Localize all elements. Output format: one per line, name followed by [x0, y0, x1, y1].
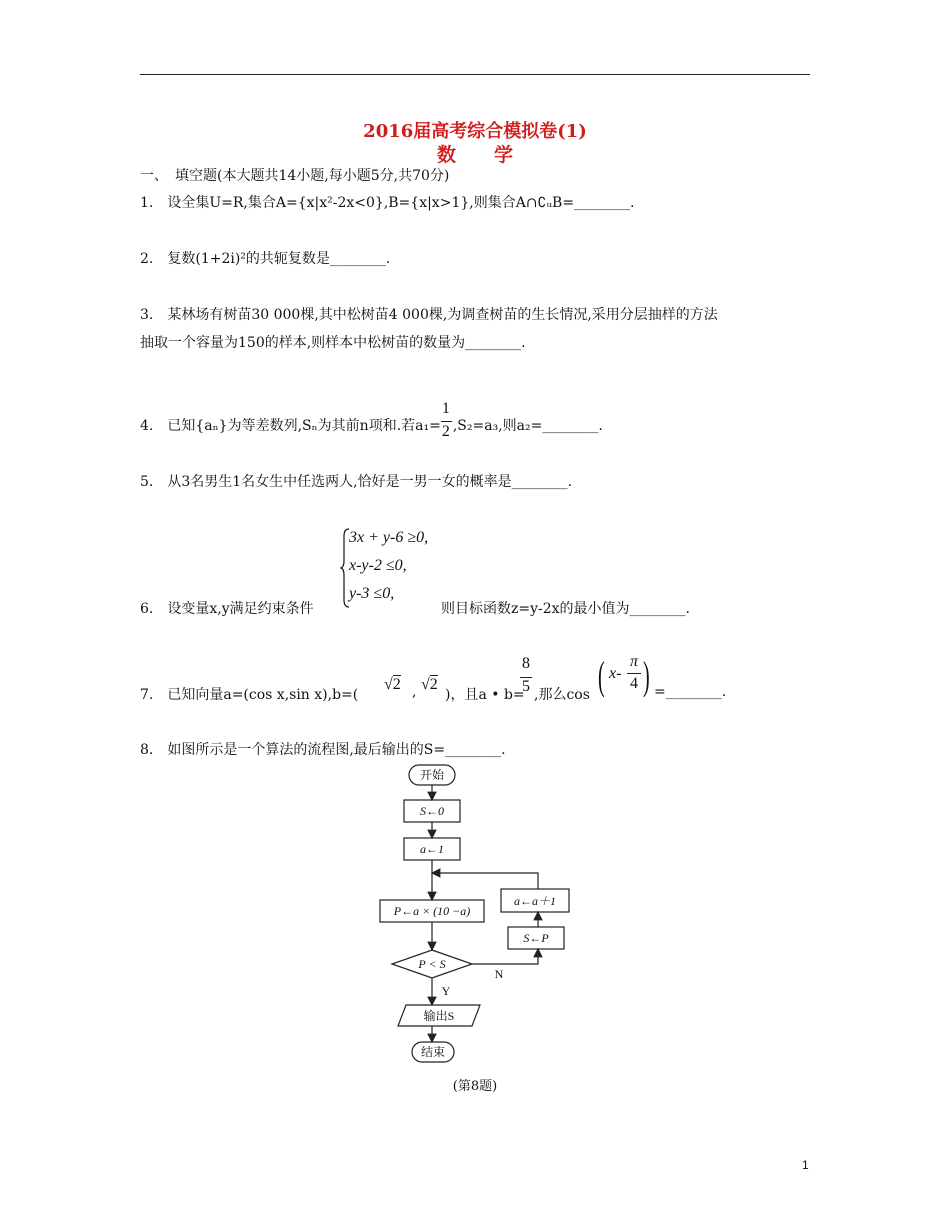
fc-end-text: 结束 [420, 1045, 446, 1059]
q7-inner-x: x- [609, 665, 622, 682]
subject-title: 数 学 [436, 144, 513, 166]
figure-caption: (第8题) [452, 1079, 498, 1094]
fc-output-text: 输出S [423, 1009, 455, 1023]
q6-constraint-2: x-y-2 ≤0, [349, 557, 407, 574]
q7-sqrt-2-value: 2 [429, 676, 438, 693]
fc-cond-text: P < S [418, 957, 446, 971]
question-2: 2. 复数(1+2i)²的共轭复数是________. [140, 251, 391, 267]
question-4 [140, 400, 603, 440]
q4-frac-den: 2 [441, 423, 450, 440]
fc-a-init-text: a←1 [420, 842, 444, 856]
q4-frac-num: 1 [441, 400, 450, 417]
question-3-line1: 3. 某林场有树苗30 000棵,其中松树苗4 000棵,为调查树苗的生长情况,采用分层抽样的方法 [140, 307, 718, 323]
fc-yes-label: Y [441, 984, 451, 998]
flowchart [370, 762, 590, 1067]
q7-sqrt-1-value: 2 [392, 676, 401, 693]
top-rule [140, 74, 810, 75]
question-1: 1. 设全集U=R,集合A={x|x²-2x<0},B={x|x>1},则集合A∩∁ᵤB=________. [140, 195, 635, 211]
q7-frac-den: 5 [522, 678, 530, 695]
question-3-line2: 抽取一个容量为150的样本,则样本中松树苗的数量为________. [140, 335, 526, 351]
q6-constraint-3: y-3 ≤0, [349, 585, 395, 602]
q4-prefix: 4. 已知{aₙ}为等差数列,Sₙ为其前n项和.若a₁= [140, 418, 441, 434]
fc-s-init-text: S←0 [420, 804, 444, 818]
question-5: 5. 从3名男生1名女生中任选两人,恰好是一男一女的概率是________. [140, 474, 573, 490]
fc-start-text: 开始 [419, 768, 445, 782]
q7-four: 4 [630, 675, 638, 692]
q7-mid: )，且a • b= [445, 687, 525, 703]
page-number: 1 [802, 1158, 809, 1172]
q7-pi-bar [627, 673, 641, 674]
question-7-prefix: 7. 已知向量a=(cos x,sin x),b=( [140, 687, 359, 703]
q6-constraint-1: 3x + y-6 ≥0, [349, 529, 429, 546]
fc-p-calc-text: P←a × (10 −a) [393, 904, 471, 918]
q7-comma: , [412, 684, 417, 700]
q7-suffix: =________. [654, 684, 727, 700]
fc-no-label: N [494, 967, 504, 981]
question-6-suffix: 则目标函数z=y-2x的最小值为________. [441, 601, 690, 617]
q4-suffix: ,S₂=a₃,则a₂=________. [452, 418, 603, 434]
exam-title: 2016届高考综合模拟卷(1) [363, 121, 587, 142]
question-6-prefix: 6. 设变量x,y满足约束条件 [140, 601, 314, 617]
fc-a-inc-text: a←a＋1 [513, 894, 557, 908]
fc-s-set-text: S←P [523, 931, 549, 945]
q7-then: ,那么cos [534, 687, 590, 703]
q7-pi: π [630, 653, 639, 670]
section-heading: 一、 填空题(本大题共14小题,每小题5分,共70分) [140, 168, 450, 184]
q4-frac-bar [441, 421, 452, 422]
q7-right-paren: ) [643, 653, 650, 698]
q7-sqrt-1: √2 [384, 676, 401, 693]
q7-left-paren: ( [598, 653, 605, 698]
q7-frac-num: 8 [522, 655, 530, 672]
question-8: 8. 如图所示是一个算法的流程图,最后输出的S=________. [140, 742, 506, 758]
q7-sqrt-2: √2 [421, 676, 438, 693]
